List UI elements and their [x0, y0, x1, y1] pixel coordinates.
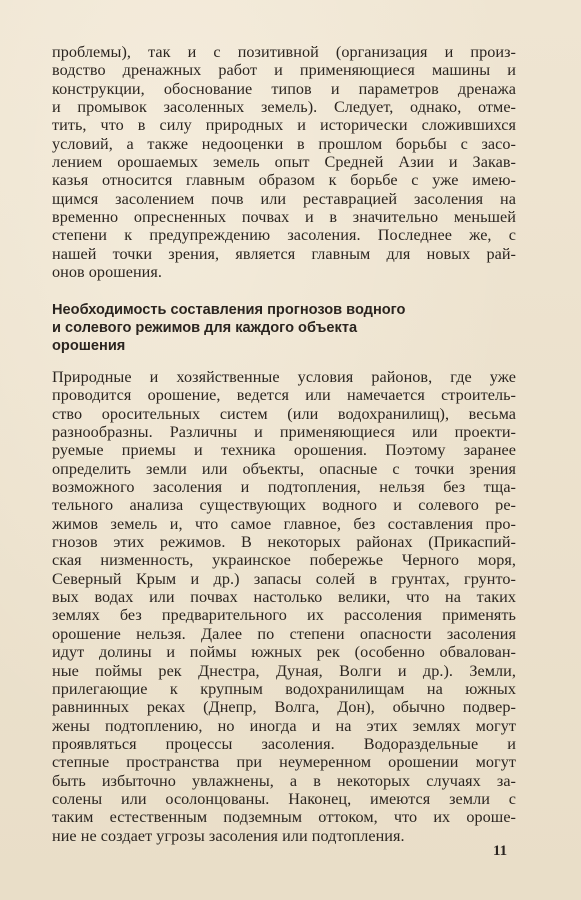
text-line: гнозов этих режимов. В некоторых районах (Прикаспий- — [52, 533, 516, 552]
paragraph-continuation — [52, 43, 516, 281]
text-line: степени к предупреждению засоления. Последнее же, с — [52, 226, 516, 245]
page-number: 11 — [493, 843, 508, 859]
text-line: жены подтоплению, но иногда и на этих землях могут — [52, 716, 516, 735]
text-line: казья относится главным образом к борьбе с уже имею- — [52, 171, 516, 190]
text-line: возможного засоления и подтопления, нельзя без тща- — [52, 478, 516, 497]
text-line: равнинных реках (Днепр, Волга, Дон), обычно подвер- — [52, 698, 516, 717]
heading-line: орошения — [52, 338, 126, 354]
heading-line: Необходимость составления прогнозов водного — [52, 302, 406, 318]
text-line: тельного анализа существующих водного и солевого ре- — [52, 496, 516, 515]
section-body — [52, 368, 516, 845]
text-line: Северный Крым и др.) запасы солей в грунтах, грунто- — [52, 569, 516, 588]
text-line: проводится орошение, ведется или намечается строитель- — [52, 386, 516, 405]
text-line: временно опресненных почвах и в значительно меньшей — [52, 208, 516, 227]
text-line: щимся засолением почв или реставрацией засоления на — [52, 189, 516, 208]
text-line: водство дренажных работ и применяющиеся машины и — [52, 61, 516, 80]
text-line: орошение нельзя. Далее по степени опасности засоления — [52, 624, 516, 643]
text-line: землях без предварительного их рассоления применять — [52, 606, 516, 625]
text-line: ство оросительных систем (или водохранилищ), весьма — [52, 404, 516, 423]
text-line: таким естественным подземным оттоком, что их ороше- — [52, 808, 516, 827]
heading-line: и солевого режимов для каждого объекта — [52, 320, 358, 336]
text-line: и промывок засоленных земель). Следует, однако, отме- — [52, 98, 516, 117]
text-line: Природные и хозяйственные условия районов, где уже — [52, 368, 516, 386]
text-line: условий, а также недооценки в прошлом борьбы с засо- — [52, 134, 516, 153]
paragraph-1 — [52, 43, 516, 281]
section-heading — [52, 301, 492, 355]
text-line: проявляться процессы засоления. Водораздельные и — [52, 734, 516, 753]
paragraph-2 — [52, 368, 516, 845]
text-line: лением орошаемых земель опыт Средней Азии и Закав- — [52, 153, 516, 172]
text-line: разнообразны. Различны и применяющиеся или проекти- — [52, 423, 516, 442]
text-line: тить, что в силу природных и исторически сложившихся — [52, 116, 516, 135]
text-line: солены или осолонцованы. Наконец, имеются земли с — [52, 789, 516, 808]
text-line: ние не создает угрозы засоления или подтопления. — [52, 826, 405, 845]
text-line: степные пространства при неумеренном орошении могут — [52, 753, 516, 772]
text-line: быть избыточно увлажнены, а в некоторых случаях за- — [52, 771, 516, 790]
text-line: вых водах или почвах настолько велики, что на таких — [52, 588, 516, 607]
text-line: определить земли или объекты, опасные с точки зрения — [52, 459, 516, 478]
text-line: жимов земель и, что самое главное, без составления про- — [52, 514, 516, 533]
text-line: прилегающие к крупным водохранилищам на южных — [52, 679, 516, 698]
text-line: руемые приемы и техника орошения. Поэтому заранее — [52, 441, 516, 460]
text-line: проблемы), так и с позитивной (организация и произ- — [52, 43, 516, 61]
text-line: ные поймы рек Днестра, Дуная, Волги и др.). Земли, — [52, 661, 516, 680]
text-line: онов орошения. — [52, 263, 162, 282]
text-line: конструкции, обоснование типов и параметров дренажа — [52, 79, 516, 98]
text-line: нашей точки зрения, является главным для новых рай- — [52, 244, 516, 263]
text-line: идут долины и поймы южных рек (особенно обвалован- — [52, 643, 516, 662]
text-line: ская низменность, украинское побережье Черного моря, — [52, 551, 516, 570]
